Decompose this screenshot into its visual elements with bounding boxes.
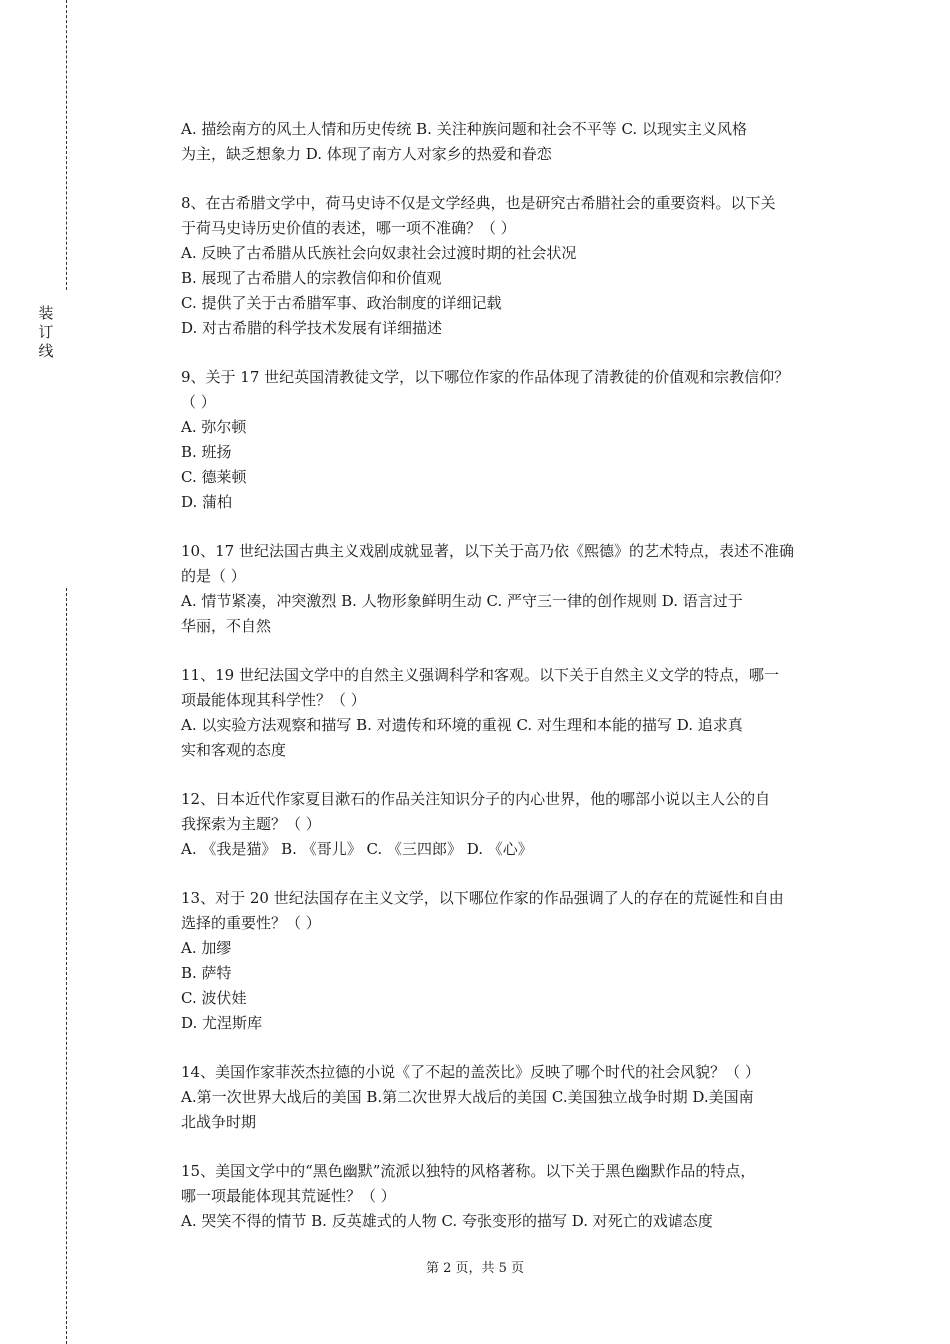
question-text: 8、在古希腊文学中，荷马史诗不仅是文学经典，也是研究古希腊社会的重要资料。以下关 [181,194,776,212]
page-number: 第 2 页，共 5 页 [425,1261,525,1276]
question-text: 13、对于 20 世纪法国存在主义文学，以下哪位作家的作品强调了人的存在的荒诞性和自由 [181,889,784,907]
option-b: B. 萨特 [181,964,232,982]
question-block-9 [181,365,843,515]
option-a: A. 反映了古希腊从氏族社会向奴隶社会过渡时期的社会状况 [181,244,577,262]
question-block-12 [181,787,843,862]
question-block-10 [181,539,843,639]
question-text: 的是（ ） [181,567,246,585]
question-text: 12、日本近代作家夏目漱石的作品关注知识分子的内心世界，他的哪部小说以主人公的自 [181,790,771,808]
question-text: 我探索为主题？（ ） [181,815,321,833]
question-text: 10、17 世纪法国古典主义戏剧成就显著，以下关于高乃依《熙德》的艺术特点，表述不准确 [181,542,794,560]
question-text: 项最能体现其科学性？（ ） [181,691,366,709]
question-block-15 [181,1159,843,1234]
question-text: 14、美国作家菲茨杰拉德的小说《了不起的盖茨比》反映了哪个时代的社会风貌？（ ） [181,1063,760,1081]
option-d: D. 对古希腊的科学技术发展有详细描述 [181,319,443,337]
question-text: （ ） [181,393,216,411]
question-text: 选择的重要性？（ ） [181,914,321,932]
question-block-13 [181,886,843,1036]
options-line: A. 哭笑不得的情节 B. 反英雄式的人物 C. 夸张变形的描写 D. 对死亡的戏谑态度 [181,1212,713,1230]
text-line: A. 描绘南方的风土人情和历史传统 B. 关注种族问题和社会不平等 C. 以现实主义风格 [181,120,747,138]
question-text: 9、关于 17 世纪英国清教徒文学，以下哪位作家的作品体现了清教徒的价值观和宗教信仰？ [181,368,790,386]
options-line: 华丽，不自然 [181,617,272,635]
binding-char: 订 [38,323,54,341]
option-b: B. 展现了古希腊人的宗教信仰和价值观 [181,269,442,287]
options-line: 实和客观的态度 [181,741,287,759]
binding-char: 装 [38,304,54,322]
options-line: 北战争时期 [181,1113,257,1131]
option-c: C. 提供了关于古希腊军事、政治制度的详细记载 [181,294,502,312]
options-line: A.第一次世界大战后的美国 B.第二次世界大战后的美国 C.美国独立战争时期 D.美国南 [181,1088,754,1106]
option-c: C. 波伏娃 [181,989,247,1007]
question-block-11 [181,663,843,763]
option-a: A. 加缪 [181,939,232,957]
option-d: D. 尤涅斯库 [181,1014,263,1032]
option-d: D. 蒲柏 [181,493,233,511]
binding-dashed-line-top [66,0,67,290]
options-line: A. 《我是猫》 B. 《哥儿》 C. 《三四郎》 D. 《心》 [181,840,533,858]
options-line: A. 以实验方法观察和描写 B. 对遗传和环境的重视 C. 对生理和本能的描写 D. 追求真 [181,716,743,734]
options-line: A. 情节紧凑，冲突激烈 B. 人物形象鲜明生动 C. 严守三一律的创作规则 D. 语言过于 [181,592,743,610]
text-line: 为主，缺乏想象力 D. 体现了南方人对家乡的热爱和眷恋 [181,145,552,163]
question-text: 15、美国文学中的“黑色幽默”流派以独特的风格著称。以下关于黑色幽默作品的特点， [181,1162,756,1180]
question-text: 于荷马史诗历史价值的表述，哪一项不准确？（ ） [181,219,516,237]
question-block-14 [181,1060,843,1135]
binding-label [36,304,56,361]
question-text: 11、19 世纪法国文学中的自然主义强调科学和客观。以下关于自然主义文学的特点，哪一 [181,666,779,684]
exam-content [181,117,843,1234]
binding-char: 线 [38,342,54,360]
option-b: B. 班扬 [181,443,232,461]
question-block-8 [181,191,843,341]
binding-dashed-line-bottom [66,588,67,1344]
question-text: 哪一项最能体现其荒诞性？（ ） [181,1187,396,1205]
question-block-7-options [181,117,843,167]
option-a: A. 弥尔顿 [181,418,247,436]
option-c: C. 德莱顿 [181,468,247,486]
